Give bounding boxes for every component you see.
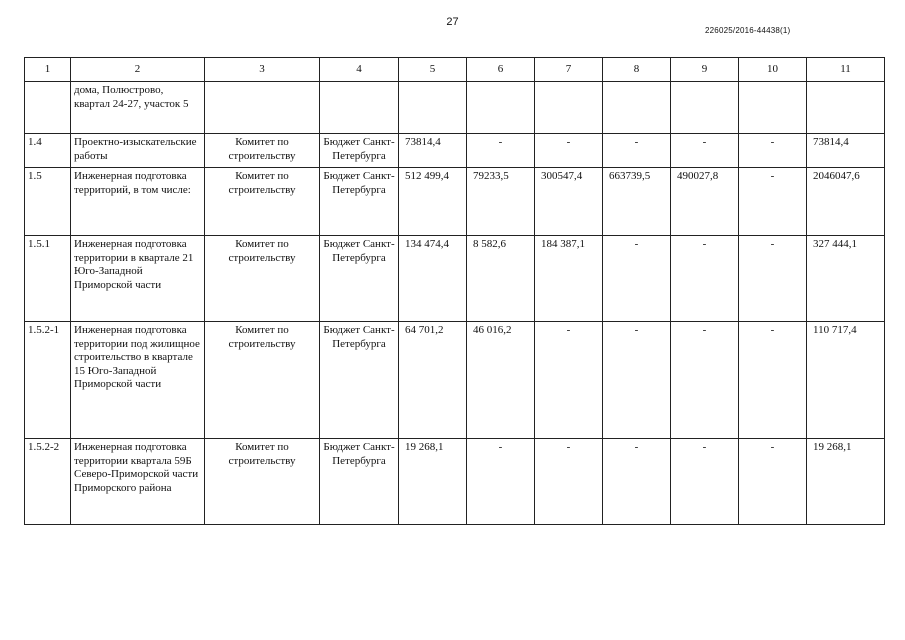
amount-cell [467, 82, 535, 134]
work-description-cell: дома, Полюстрово, квартал 24-27, участок 5 [71, 82, 205, 134]
amount-cell: - [739, 439, 807, 525]
table-row [25, 322, 885, 439]
amount-cell [535, 82, 603, 134]
table-row [25, 439, 885, 525]
column-number-header: 11 [807, 58, 885, 82]
amount-cell: 327 444,1 [807, 236, 885, 322]
amount-cell: 73814,4 [807, 134, 885, 168]
amount-cell: - [739, 134, 807, 168]
amount-cell: 300547,4 [535, 168, 603, 236]
table-row [25, 168, 885, 236]
column-number-header: 3 [205, 58, 320, 82]
amount-cell [671, 82, 739, 134]
column-number-header: 2 [71, 58, 205, 82]
work-description-cell: Инженерная подготовка территории в квартале 21 Юго-Западной Приморской части [71, 236, 205, 322]
amount-cell [399, 82, 467, 134]
amount-cell: - [671, 236, 739, 322]
funding-source-cell [320, 82, 399, 134]
amount-cell: 110 717,4 [807, 322, 885, 439]
column-number-header: 4 [320, 58, 399, 82]
amount-cell [739, 82, 807, 134]
column-number-header: 1 [25, 58, 71, 82]
program-table [24, 57, 885, 525]
amount-cell: 19 268,1 [807, 439, 885, 525]
row-number-cell: 1.5.2-1 [25, 322, 71, 439]
responsible-executor-cell: Комитет по строительству [205, 168, 320, 236]
amount-cell: 73814,4 [399, 134, 467, 168]
amount-cell: 8 582,6 [467, 236, 535, 322]
amount-cell: - [603, 236, 671, 322]
amount-cell [807, 82, 885, 134]
amount-cell: - [739, 322, 807, 439]
table-row [25, 134, 885, 168]
row-number-cell: 1.5 [25, 168, 71, 236]
amount-cell: 46 016,2 [467, 322, 535, 439]
funding-source-cell: Бюджет Санкт-Петербурга [320, 134, 399, 168]
amount-cell: - [603, 134, 671, 168]
responsible-executor-cell: Комитет по строительству [205, 236, 320, 322]
amount-cell: 490027,8 [671, 168, 739, 236]
column-number-header: 8 [603, 58, 671, 82]
row-number-cell: 1.5.2-2 [25, 439, 71, 525]
row-number-cell [25, 82, 71, 134]
row-number-cell: 1.4 [25, 134, 71, 168]
column-number-header: 7 [535, 58, 603, 82]
amount-cell: - [467, 134, 535, 168]
table-header-row [25, 58, 885, 82]
table-row [25, 236, 885, 322]
amount-cell: - [671, 322, 739, 439]
amount-cell: 19 268,1 [399, 439, 467, 525]
work-description-cell: Инженерная подготовка территорий, в том числе: [71, 168, 205, 236]
page-number: 27 [446, 16, 459, 28]
amount-cell: - [739, 168, 807, 236]
amount-cell: 512 499,4 [399, 168, 467, 236]
funding-source-cell: Бюджет Санкт-Петербурга [320, 322, 399, 439]
work-description-cell: Проектно-изыскательские работы [71, 134, 205, 168]
amount-cell: 64 701,2 [399, 322, 467, 439]
amount-cell: 79233,5 [467, 168, 535, 236]
funding-source-cell: Бюджет Санкт-Петербурга [320, 439, 399, 525]
responsible-executor-cell: Комитет по строительству [205, 134, 320, 168]
amount-cell: - [671, 439, 739, 525]
column-number-header: 5 [399, 58, 467, 82]
amount-cell: - [467, 439, 535, 525]
amount-cell [603, 82, 671, 134]
amount-cell: - [535, 134, 603, 168]
amount-cell: - [535, 322, 603, 439]
amount-cell: - [535, 439, 603, 525]
column-number-header: 6 [467, 58, 535, 82]
column-number-header: 9 [671, 58, 739, 82]
table-row [25, 82, 885, 134]
document-reference: 226025/2016-44438(1) [705, 26, 791, 35]
amount-cell: 134 474,4 [399, 236, 467, 322]
amount-cell: 663739,5 [603, 168, 671, 236]
amount-cell: - [671, 134, 739, 168]
amount-cell: - [603, 322, 671, 439]
responsible-executor-cell [205, 82, 320, 134]
amount-cell: 2046047,6 [807, 168, 885, 236]
funding-source-cell: Бюджет Санкт-Петербурга [320, 236, 399, 322]
work-description-cell: Инженерная подготовка территории квартала 59Б Северо-Приморской части Приморского района [71, 439, 205, 525]
funding-source-cell: Бюджет Санкт-Петербурга [320, 168, 399, 236]
amount-cell: 184 387,1 [535, 236, 603, 322]
work-description-cell: Инженерная подготовка территории под жилищное строительство в квартале 15 Юго-Западной Приморской части [71, 322, 205, 439]
column-number-header: 10 [739, 58, 807, 82]
row-number-cell: 1.5.1 [25, 236, 71, 322]
responsible-executor-cell: Комитет по строительству [205, 439, 320, 525]
responsible-executor-cell: Комитет по строительству [205, 322, 320, 439]
amount-cell: - [739, 236, 807, 322]
amount-cell: - [603, 439, 671, 525]
